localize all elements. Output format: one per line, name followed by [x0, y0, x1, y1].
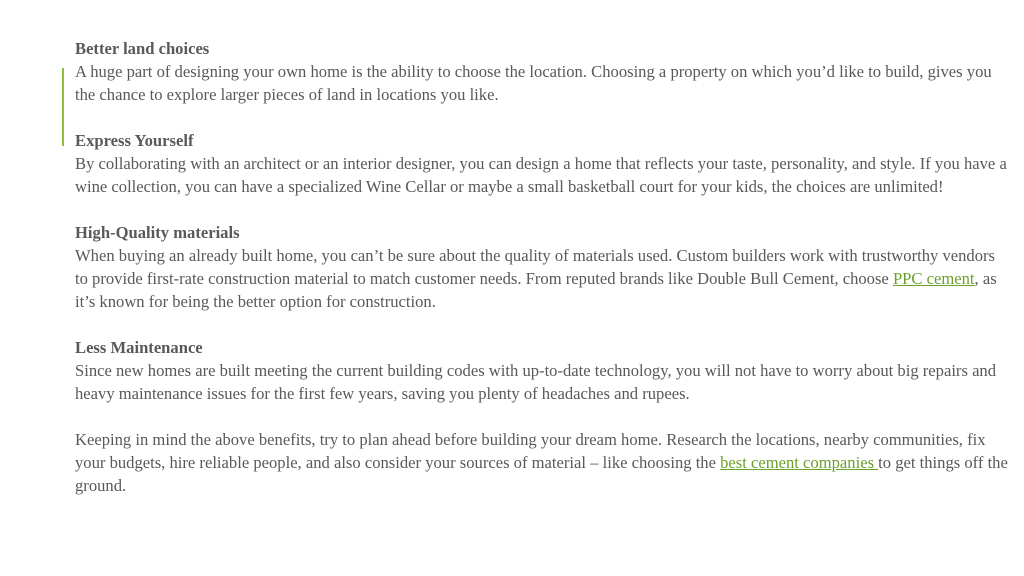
section-high-quality-materials [75, 221, 1010, 313]
closing-paragraph [75, 428, 1010, 497]
section-heading: Express Yourself [75, 131, 194, 150]
section-heading: Better land choices [75, 39, 210, 58]
section-body [75, 244, 1010, 313]
ppc-cement-link[interactable]: PPC cement [892, 269, 975, 288]
section-body-after-link: , as it’s known for being the better option for construction. [75, 269, 997, 311]
article-content [75, 37, 1010, 520]
accent-bar [62, 68, 64, 146]
section-body: By collaborating with an architect or an interior designer, you can design a home that reflects your taste, personality, and style. If you have a wine collection, you can have a specialized Wine Cellar or maybe a small basketball court for your kids, the choices are unlimited! [75, 154, 1007, 196]
section-better-land-choices [75, 37, 1010, 106]
section-heading: High-Quality materials [75, 223, 240, 242]
section-body: A huge part of designing your own home is the ability to choose the location. Choosing a property on which you’d like to build, gives you the chance to explore larger pieces of land in locations you like. [75, 62, 992, 104]
closing-body-after-link: to get things off the ground. [75, 453, 1008, 495]
closing-body-before-link: Keeping in mind the above benefits, try to plan ahead before building your dream home. Research the locations, nearby communities, fix your budgets, hire reliable people, and also consider your sources of material – like choosing the [75, 430, 986, 472]
section-body-before-link: When buying an already built home, you can’t be sure about the quality of materials used. Custom builders work with trustworthy vendors to provide first-rate construction material to match customer needs. From reputed brands like Double Bull Cement, choose [75, 246, 995, 288]
closing-body [75, 428, 1010, 497]
section-less-maintenance [75, 336, 1010, 405]
section-heading: Less Maintenance [75, 338, 203, 357]
section-express-yourself [75, 129, 1010, 198]
best-cement-companies-link[interactable]: best cement companies [720, 453, 879, 472]
section-body: Since new homes are built meeting the current building codes with up-to-date technology, you will not have to worry about big repairs and heavy maintenance issues for the first few years, saving you plenty of headaches and rupees. [75, 361, 997, 403]
